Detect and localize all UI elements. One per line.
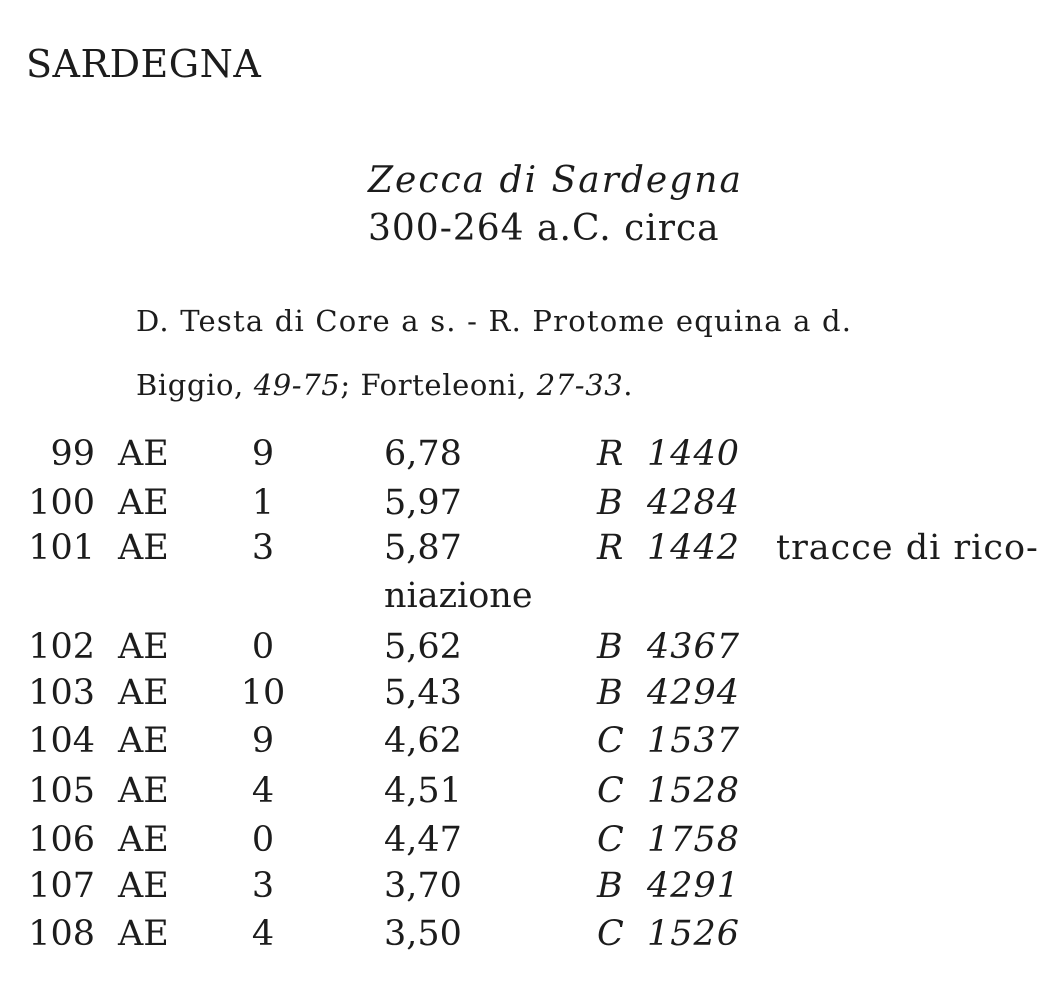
collection-letter: B (597, 483, 624, 523)
entry-die-axis: 1 (251, 483, 275, 523)
entry-collection (597, 627, 740, 667)
collection-letter: C (597, 721, 625, 761)
collection-letter: B (597, 866, 624, 906)
inventory-number: 1528 (647, 771, 741, 811)
inventory-number: 1440 (647, 434, 741, 474)
entry-number: 106 (28, 820, 95, 860)
entry-note-continued: niazione (384, 576, 533, 616)
collection-letter: C (597, 820, 625, 860)
ref-author: Biggio, (136, 368, 244, 402)
entry-metal: AE (118, 483, 169, 523)
entry-weight: 3,50 (384, 914, 462, 954)
inventory-number: 4294 (647, 673, 741, 713)
ref-separator: . (623, 368, 634, 402)
type-description: D. Testa di Core a s. - R. Protome equina a d. (136, 304, 853, 338)
entry-number: 108 (28, 914, 95, 954)
collection-letter: R (597, 434, 625, 474)
entry-number: 103 (28, 673, 95, 713)
ref-range: 27-33 (536, 368, 624, 402)
inventory-number: 1537 (647, 721, 741, 761)
entry-number: 104 (28, 721, 95, 761)
inventory-number: 1526 (647, 914, 741, 954)
entry-collection (597, 528, 740, 568)
period-subtitle: 300-264 a.C. circa (368, 208, 720, 249)
entry-die-axis: 10 (240, 673, 286, 713)
entry-metal: AE (118, 820, 169, 860)
entry-collection (597, 673, 740, 713)
entry-die-axis: 3 (251, 866, 275, 906)
entry-die-axis: 9 (251, 721, 275, 761)
entry-collection (597, 914, 740, 954)
entry-number: 107 (28, 866, 95, 906)
entry-number: 100 (28, 483, 95, 523)
entry-weight: 5,87 (384, 528, 462, 568)
entry-weight: 3,70 (384, 866, 462, 906)
entry-collection (597, 483, 740, 523)
ref-author: Forteleoni, (360, 368, 527, 402)
region-heading: SARDEGNA (26, 42, 262, 86)
entry-weight: 6,78 (384, 434, 462, 474)
inventory-number: 1758 (647, 820, 741, 860)
entry-collection (597, 434, 740, 474)
entry-number: 99 (50, 434, 95, 474)
collection-letter: C (597, 914, 625, 954)
entry-die-axis: 9 (251, 434, 275, 474)
collection-letter: B (597, 673, 624, 713)
entry-collection (597, 820, 740, 860)
entry-collection (597, 866, 740, 906)
inventory-number: 4284 (647, 483, 741, 523)
entry-metal: AE (118, 866, 169, 906)
entry-weight: 4,51 (384, 771, 462, 811)
entry-number: 101 (28, 528, 95, 568)
entry-metal: AE (118, 434, 169, 474)
entry-metal: AE (118, 627, 169, 667)
entry-metal: AE (118, 914, 169, 954)
bibliography-references (136, 368, 633, 402)
entry-die-axis: 4 (251, 771, 275, 811)
entry-note: tracce di rico- (776, 528, 1039, 568)
entry-weight: 5,62 (384, 627, 462, 667)
entry-die-axis: 0 (251, 627, 275, 667)
entry-die-axis: 0 (251, 820, 275, 860)
ref-range: 49-75 (253, 368, 341, 402)
collection-letter: R (597, 528, 625, 568)
entry-weight: 4,47 (384, 820, 462, 860)
entry-collection (597, 771, 740, 811)
entry-metal: AE (118, 721, 169, 761)
entry-metal: AE (118, 771, 169, 811)
entry-weight: 4,62 (384, 721, 462, 761)
inventory-number: 4367 (647, 627, 741, 667)
entry-metal: AE (118, 673, 169, 713)
inventory-number: 4291 (647, 866, 741, 906)
collection-letter: B (597, 627, 624, 667)
entry-weight: 5,97 (384, 483, 462, 523)
entry-collection (597, 721, 740, 761)
entry-die-axis: 3 (251, 528, 275, 568)
entry-number: 102 (28, 627, 95, 667)
entry-weight: 5,43 (384, 673, 462, 713)
collection-letter: C (597, 771, 625, 811)
entry-number: 105 (28, 771, 95, 811)
inventory-number: 1442 (647, 528, 741, 568)
mint-title: Zecca di Sardegna (368, 160, 743, 201)
ref-separator: ; (340, 368, 351, 402)
entry-metal: AE (118, 528, 169, 568)
entry-die-axis: 4 (251, 914, 275, 954)
